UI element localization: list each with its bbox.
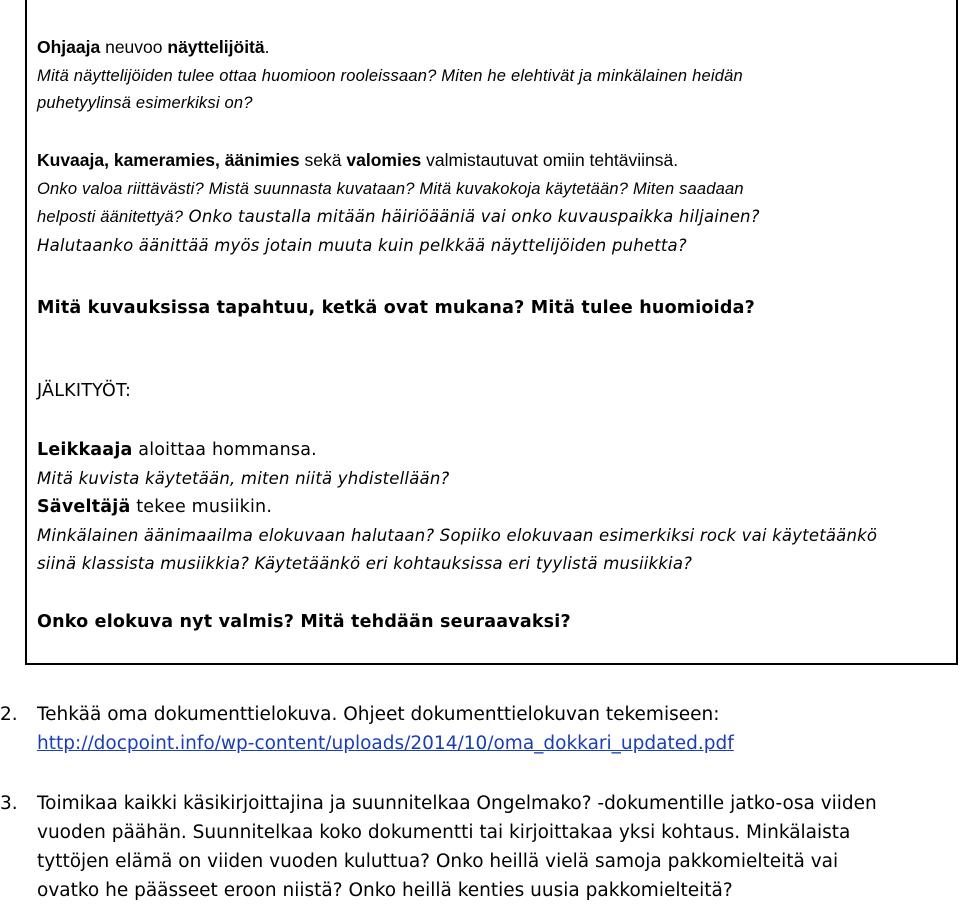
actors-term: näyttelijöitä <box>167 37 265 57</box>
crew-question-2 <box>37 207 760 227</box>
composer-term: Säveltäjä <box>37 497 131 517</box>
item-3-number: 3. <box>0 793 18 814</box>
editor-term: Leikkaaja <box>37 440 133 460</box>
docpoint-link[interactable]: http://docpoint.info/wp-content/uploads/2014/10/oma_dokkari_updated.pdf <box>37 733 734 754</box>
crew-question-2a: helposti äänitettyä? <box>37 208 184 226</box>
lighting-term: valomies <box>346 150 422 170</box>
crew-line <box>37 150 678 171</box>
editor-question: Mitä kuvista käytetään, miten niitä yhdistellään? <box>37 469 450 488</box>
period: . <box>264 37 270 57</box>
crew-and: sekä <box>299 150 347 170</box>
shooting-heading: Mitä kuvauksissa tapahtuu, ketkä ovat mukana? Mitä tulee huomioida? <box>37 298 755 318</box>
crew-question-3: Halutaanko äänittää myös jotain muuta kuin pelkkää näyttelijöiden puhetta? <box>37 236 687 255</box>
composer-text: tekee musiikin. <box>130 497 273 517</box>
item-2-number: 2. <box>0 704 18 725</box>
item-3-line-1: Toimikaa kaikki käsikirjoittajina ja suunnitelkaa Ongelmako? -dokumentille jatko-osa viiden <box>37 793 877 814</box>
item-2-text: Tehkää oma dokumenttielokuva. Ohjeet dokumenttielokuvan tekemiseen: <box>37 704 720 725</box>
item-3-line-3: tyttöjen elämä on viiden vuoden kuluttua? Onko heillä vielä samoja pakkomielteitä vai <box>37 851 839 872</box>
crew-question-1: Onko valoa riittävästi? Mistä suunnasta kuvataan? Mitä kuvakokoja käytetään? Miten saadaan <box>37 180 744 198</box>
director-line <box>37 37 270 58</box>
director-question-1: Mitä näyttelijöiden tulee ottaa huomioon rooleissaan? Miten he elehtivät ja minkälainen heidän <box>37 67 743 85</box>
composer-question-2: siinä klassista musiikkia? Käytetäänkö eri kohtauksissa eri tyylistä musiikkia? <box>37 554 693 573</box>
crew-terms: Kuvaaja, kameramies, äänimies <box>37 150 300 170</box>
director-question-2: puhetyylinsä esimerkiksi on? <box>37 94 253 112</box>
postproduction-heading: JÄLKITYÖT: <box>37 381 132 401</box>
editor-text: aloittaa hommansa. <box>132 440 317 460</box>
composer-line <box>37 497 272 517</box>
crew-question-2b: Onko taustalla mitään häiriöääniä vai onko kuvauspaikka hiljainen? <box>183 207 760 226</box>
final-heading: Onko elokuva nyt valmis? Mitä tehdään seuraavaksi? <box>37 612 571 632</box>
composer-question-1: Minkälainen äänimaailma elokuvaan halutaan? Sopiiko elokuvaan esimerkiksi rock vai käytetäänkö <box>37 526 878 545</box>
crew-text: valmistautuvat omiin tehtäviinsä. <box>421 150 679 170</box>
director-text: neuvoo <box>100 37 168 57</box>
item-3-line-4: ovatko he päässeet eroon niistä? Onko heillä kenties uusia pakkomielteitä? <box>37 880 733 901</box>
item-3-line-2: vuoden päähän. Suunnitelkaa koko dokumentti tai kirjoittakaa yksi kohtaus. Minkälaista <box>37 822 851 843</box>
director-term: Ohjaaja <box>37 37 101 57</box>
editor-line <box>37 440 317 460</box>
